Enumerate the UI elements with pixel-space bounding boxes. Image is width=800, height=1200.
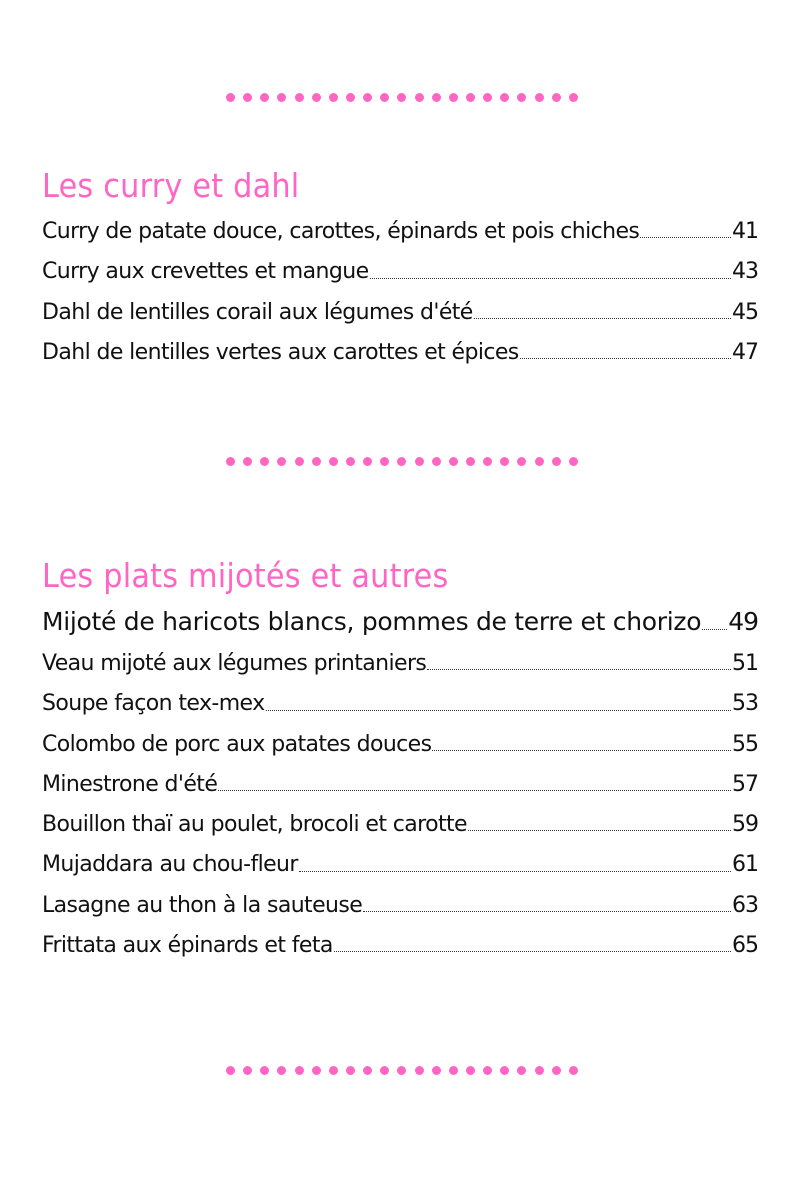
- toc-entry[interactable]: [42, 886, 758, 926]
- divider-dot-icon: [483, 93, 492, 102]
- divider-dot-icon: [260, 457, 269, 466]
- dot-leader: [218, 790, 731, 791]
- divider-dot-icon: [277, 93, 286, 102]
- toc-entry-page: 41: [732, 219, 758, 244]
- toc-entry-label: Soupe façon tex-mex: [42, 691, 265, 717]
- divider-dot-icon: [363, 1066, 372, 1075]
- toc-entry[interactable]: [42, 644, 758, 684]
- toc-entry-label: Mijoté de haricots blancs, pommes de terre et chorizo: [42, 607, 702, 636]
- divider-dot-icon: [226, 457, 235, 466]
- divider-dot-icon: [329, 1066, 338, 1075]
- divider-dot-icon: [312, 1066, 321, 1075]
- dot-leader: [474, 318, 731, 319]
- divider-dot-icon: [312, 457, 321, 466]
- toc-entry-page: 49: [728, 607, 758, 636]
- divider-dot-icon: [483, 1066, 492, 1075]
- toc-entry-label: Colombo de porc aux patates douces: [42, 731, 432, 757]
- divider-dot-icon: [277, 1066, 286, 1075]
- divider-dot-icon: [363, 93, 372, 102]
- divider-dot-icon: [415, 457, 424, 466]
- toc-entry-label: Dahl de lentilles corail aux légumes d'été: [42, 299, 473, 325]
- divider-dot-icon: [569, 1066, 578, 1075]
- divider-dot-icon: [397, 93, 406, 102]
- dotted-divider-bottom: [226, 1065, 578, 1075]
- divider-dot-icon: [432, 457, 441, 466]
- toc-entry-page: 47: [732, 339, 758, 365]
- toc-list: [42, 212, 758, 373]
- section-title: Les curry et dahl: [42, 166, 300, 205]
- divider-dot-icon: [432, 93, 441, 102]
- section-plats-mijotes: [42, 556, 758, 966]
- divider-dot-icon: [243, 457, 252, 466]
- toc-entry-page: 57: [732, 771, 758, 797]
- toc-entry-label: Frittata aux épinards et feta: [42, 933, 333, 959]
- divider-dot-icon: [260, 1066, 269, 1075]
- toc-entry[interactable]: [42, 926, 758, 966]
- divider-dot-icon: [535, 457, 544, 466]
- dot-leader: [299, 871, 731, 872]
- toc-entry[interactable]: [42, 765, 758, 805]
- divider-dot-icon: [500, 1066, 509, 1075]
- divider-dot-icon: [466, 93, 475, 102]
- divider-dot-icon: [415, 1066, 424, 1075]
- dot-leader: [427, 669, 731, 670]
- divider-dot-icon: [243, 1066, 252, 1075]
- toc-entry-label: Mujaddara au chou-fleur: [42, 852, 298, 878]
- divider-dot-icon: [466, 457, 475, 466]
- divider-dot-icon: [346, 457, 355, 466]
- divider-dot-icon: [380, 1066, 389, 1075]
- section-title: Les plats mijotés et autres: [42, 556, 449, 595]
- dot-leader: [520, 358, 731, 359]
- toc-entry-label: Minestrone d'été: [42, 771, 218, 797]
- toc-entry[interactable]: [42, 600, 758, 644]
- divider-dot-icon: [552, 1066, 561, 1075]
- divider-dot-icon: [363, 457, 372, 466]
- divider-dot-icon: [346, 1066, 355, 1075]
- divider-dot-icon: [500, 93, 509, 102]
- divider-dot-icon: [346, 93, 355, 102]
- divider-dot-icon: [329, 457, 338, 466]
- divider-dot-icon: [535, 1066, 544, 1075]
- divider-dot-icon: [449, 457, 458, 466]
- divider-dot-icon: [500, 457, 509, 466]
- divider-dot-icon: [295, 1066, 304, 1075]
- toc-entry[interactable]: [42, 725, 758, 765]
- toc-entry-label: Dahl de lentilles vertes aux carottes et épices: [42, 339, 519, 365]
- divider-dot-icon: [329, 93, 338, 102]
- divider-dot-icon: [517, 457, 526, 466]
- section-curry-dahl: [42, 166, 758, 373]
- toc-entry-page: 51: [732, 651, 758, 676]
- divider-dot-icon: [380, 457, 389, 466]
- toc-entry-page: 61: [732, 852, 758, 878]
- divider-dot-icon: [432, 1066, 441, 1075]
- divider-dot-icon: [397, 1066, 406, 1075]
- divider-dot-icon: [277, 457, 286, 466]
- toc-entry-label: Bouillon thaï au poulet, brocoli et carotte: [42, 812, 467, 838]
- dot-leader: [363, 911, 731, 912]
- toc-entry-page: 53: [732, 691, 758, 717]
- divider-dot-icon: [415, 93, 424, 102]
- toc-entry[interactable]: [42, 252, 758, 292]
- divider-dot-icon: [517, 93, 526, 102]
- divider-dot-icon: [517, 1066, 526, 1075]
- divider-dot-icon: [226, 1066, 235, 1075]
- toc-entry-label: Curry de patate douce, carottes, épinards et pois chiches: [42, 219, 640, 244]
- divider-dot-icon: [552, 93, 561, 102]
- toc-entry[interactable]: [42, 293, 758, 333]
- toc-entry-page: 59: [732, 812, 758, 838]
- toc-list: [42, 600, 758, 966]
- toc-entry-label: Curry aux crevettes et mangue: [42, 259, 369, 285]
- divider-dot-icon: [226, 93, 235, 102]
- divider-dot-icon: [295, 93, 304, 102]
- dot-leader: [266, 710, 731, 711]
- toc-entry[interactable]: [42, 845, 758, 885]
- divider-dot-icon: [569, 457, 578, 466]
- toc-entry-page: 45: [732, 299, 758, 325]
- divider-dot-icon: [260, 93, 269, 102]
- toc-entry-label: Veau mijoté aux légumes printaniers: [42, 651, 427, 676]
- divider-dot-icon: [449, 93, 458, 102]
- toc-entry[interactable]: [42, 212, 758, 252]
- divider-dot-icon: [397, 457, 406, 466]
- divider-dot-icon: [552, 457, 561, 466]
- divider-dot-icon: [449, 1066, 458, 1075]
- toc-entry-page: 65: [732, 933, 758, 959]
- dot-leader: [468, 830, 731, 831]
- dotted-divider-top: [226, 92, 578, 102]
- divider-dot-icon: [295, 457, 304, 466]
- divider-dot-icon: [380, 93, 389, 102]
- divider-dot-icon: [312, 93, 321, 102]
- dot-leader: [640, 237, 731, 238]
- toc-entry[interactable]: [42, 333, 758, 373]
- toc-entry[interactable]: [42, 684, 758, 724]
- divider-dot-icon: [535, 93, 544, 102]
- dotted-divider-middle: [226, 456, 578, 466]
- dot-leader: [370, 278, 731, 279]
- dot-leader: [702, 629, 727, 630]
- toc-entry-page: 55: [732, 731, 758, 757]
- toc-entry-label: Lasagne au thon à la sauteuse: [42, 892, 363, 918]
- toc-entry-page: 63: [732, 892, 758, 918]
- divider-dot-icon: [483, 457, 492, 466]
- dot-leader: [432, 750, 731, 751]
- toc-entry-page: 43: [732, 259, 758, 285]
- toc-entry[interactable]: [42, 805, 758, 845]
- divider-dot-icon: [569, 93, 578, 102]
- divider-dot-icon: [466, 1066, 475, 1075]
- divider-dot-icon: [243, 93, 252, 102]
- dot-leader: [334, 951, 731, 952]
